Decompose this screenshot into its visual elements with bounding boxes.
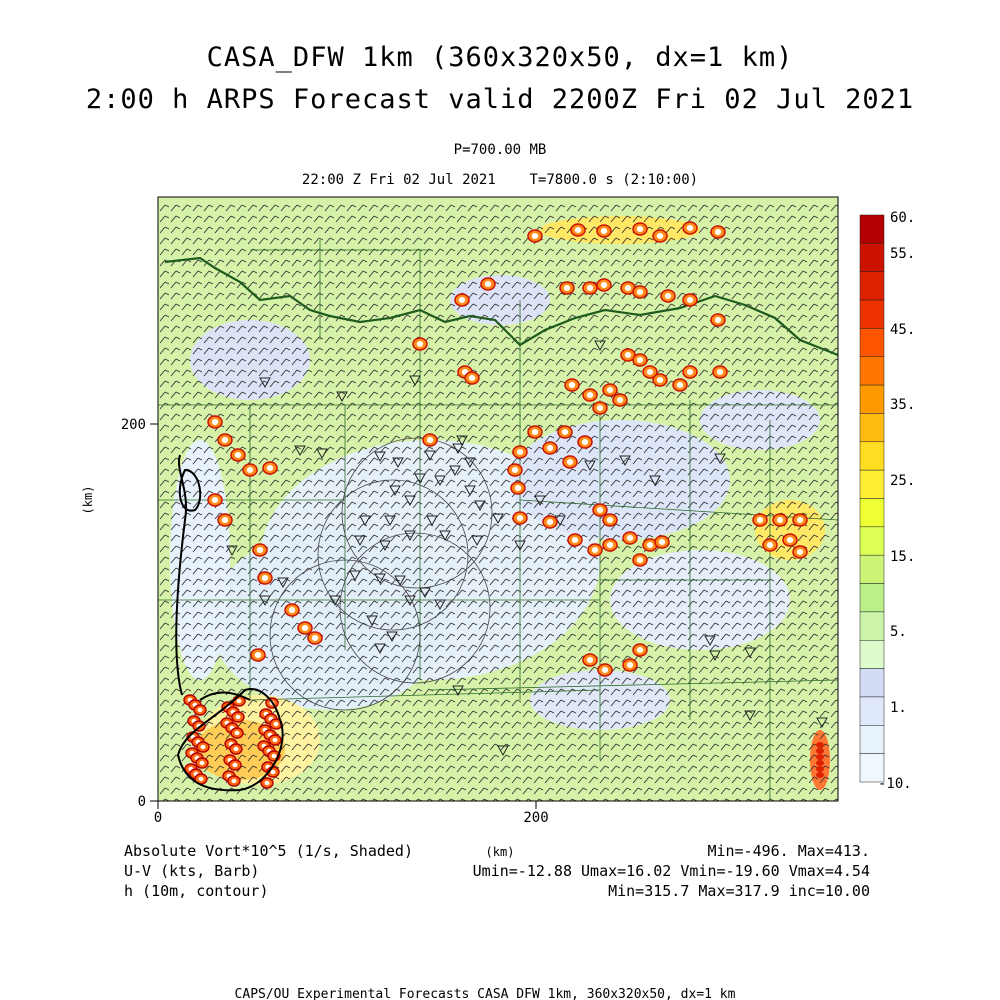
storm-cell bbox=[212, 419, 218, 425]
pressure-level: P=700.00 MB bbox=[453, 142, 547, 158]
storm-cell bbox=[517, 515, 523, 521]
colorbar-label: 45. bbox=[890, 322, 916, 338]
storm-cell bbox=[777, 517, 783, 523]
storm-cell bbox=[517, 449, 523, 455]
valid-time: 22:00 Z Fri 02 Jul 2021 T=7800.0 s (2:10:00) bbox=[301, 172, 699, 188]
y-axis bbox=[81, 417, 158, 810]
storm-cell bbox=[677, 382, 683, 388]
storm-cell bbox=[562, 429, 568, 435]
stats-vorticity: Min=-496. Max=413. bbox=[707, 842, 870, 860]
storm-cell bbox=[607, 517, 613, 523]
footer bbox=[124, 842, 870, 1000]
storm-cell bbox=[587, 392, 593, 398]
colorbar-swatch bbox=[860, 385, 884, 413]
stats-wind: Umin=-12.88 Umax=16.02 Vmin=-19.60 Vmax=4.54 bbox=[472, 862, 870, 880]
storm-cell bbox=[637, 289, 643, 295]
chart-title: CASA_DFW 1km (360x320x50, dx=1 km) bbox=[206, 42, 794, 73]
storm-cell bbox=[532, 233, 538, 239]
colorbar-swatch bbox=[860, 640, 884, 668]
storm-cell bbox=[715, 317, 721, 323]
storm-cell bbox=[459, 297, 465, 303]
field-barb: U-V (kts, Barb) bbox=[124, 862, 260, 880]
storm-cell bbox=[625, 352, 631, 358]
storm-cell bbox=[427, 437, 433, 443]
storm-cell bbox=[222, 517, 228, 523]
storm-cell bbox=[547, 445, 553, 451]
storm-cell bbox=[569, 382, 575, 388]
storm-cell bbox=[485, 281, 491, 287]
colorbar-swatch bbox=[860, 215, 884, 243]
colorbar-label: 15. bbox=[890, 549, 916, 565]
storm-cell bbox=[687, 225, 693, 231]
colorbar-swatch bbox=[860, 470, 884, 498]
storm-cell bbox=[212, 497, 218, 503]
storm-cell bbox=[262, 575, 268, 581]
y-tick-label: 0 bbox=[137, 794, 146, 810]
storm-cell bbox=[417, 341, 423, 347]
storm-cell bbox=[469, 375, 475, 381]
colorbar-label: 5. bbox=[890, 624, 907, 640]
storm-cell bbox=[637, 557, 643, 563]
storm-cell bbox=[564, 285, 570, 291]
storm-cell bbox=[767, 542, 773, 548]
storm-cell bbox=[715, 229, 721, 235]
colorbar-swatch bbox=[860, 272, 884, 300]
storm-cell bbox=[657, 233, 663, 239]
storm-cell bbox=[602, 667, 608, 673]
vorticity-shading bbox=[158, 197, 838, 801]
stats-height: Min=315.7 Max=317.9 inc=10.00 bbox=[608, 882, 870, 900]
storm-cell bbox=[267, 465, 273, 471]
colorbar-swatch bbox=[860, 442, 884, 470]
storm-cell bbox=[592, 547, 598, 553]
colorbar-swatch bbox=[860, 527, 884, 555]
storm-cell bbox=[637, 357, 643, 363]
colorbar-label: 25. bbox=[890, 473, 916, 489]
storm-cell bbox=[687, 297, 693, 303]
storm-cell bbox=[665, 293, 671, 299]
colorbar-swatch bbox=[860, 697, 884, 725]
storm-cell bbox=[637, 226, 643, 232]
storm-cell bbox=[532, 429, 538, 435]
storm-cell bbox=[687, 369, 693, 375]
storm-cell bbox=[601, 228, 607, 234]
storm-cell bbox=[587, 657, 593, 663]
colorbar-swatch bbox=[860, 328, 884, 356]
storm-cell bbox=[235, 452, 241, 458]
colorbar-label: 35. bbox=[890, 397, 916, 413]
storm-cell bbox=[787, 537, 793, 543]
storm-cell bbox=[717, 369, 723, 375]
x-axis-label: (km) bbox=[485, 845, 515, 859]
storm-cell bbox=[627, 662, 633, 668]
storm-cell bbox=[797, 517, 803, 523]
storm-cell bbox=[222, 437, 228, 443]
storm-cell bbox=[647, 369, 653, 375]
colorbar-swatch bbox=[860, 669, 884, 697]
x-tick-label: 0 bbox=[153, 810, 163, 826]
colorbar-swatch bbox=[860, 612, 884, 640]
field-shaded: Absolute Vort*10^5 (1/s, Shaded) bbox=[124, 842, 413, 860]
storm-cell bbox=[547, 519, 553, 525]
storm-cell bbox=[515, 485, 521, 491]
storm-cell bbox=[587, 285, 593, 291]
x-tick-label: 200 bbox=[523, 810, 549, 826]
storm-cell bbox=[289, 607, 295, 613]
storm-cell bbox=[657, 377, 663, 383]
storm-cell bbox=[659, 539, 665, 545]
storm-cell bbox=[597, 405, 603, 411]
storm-cell bbox=[637, 647, 643, 653]
storm-cell bbox=[512, 467, 518, 473]
storm-cell bbox=[312, 635, 318, 641]
storm-cell bbox=[597, 507, 603, 513]
credit-line: CAPS/OU Experimental Forecasts CASA DFW 1km, 360x320x50, dx=1 km bbox=[234, 987, 736, 1000]
storm-cell bbox=[567, 459, 573, 465]
storm-cell bbox=[607, 387, 613, 393]
field-contour: h (10m, contour) bbox=[124, 882, 269, 900]
colorbar-swatch bbox=[860, 499, 884, 527]
storm-cell bbox=[302, 625, 308, 631]
colorbar-label: -10. bbox=[878, 776, 912, 792]
colorbar-label: 60. bbox=[890, 210, 916, 226]
storm-cell bbox=[582, 439, 588, 445]
storm-cell bbox=[625, 285, 631, 291]
storm-cell bbox=[247, 467, 253, 473]
storm-cell bbox=[572, 537, 578, 543]
storm-cell bbox=[607, 542, 613, 548]
storm-cell bbox=[601, 282, 607, 288]
colorbar-swatch bbox=[860, 725, 884, 753]
colorbar-swatch bbox=[860, 555, 884, 583]
storm-cell bbox=[647, 542, 653, 548]
storm-cell bbox=[797, 549, 803, 555]
colorbar-swatch bbox=[860, 357, 884, 385]
colorbar-label: 55. bbox=[890, 246, 916, 262]
storm-cell bbox=[255, 652, 261, 658]
storm-cell bbox=[627, 535, 633, 541]
chart-subtitle: 2:00 h ARPS Forecast valid 2200Z Fri 02 Jul 2021 bbox=[85, 84, 915, 115]
storm-cell bbox=[757, 517, 763, 523]
colorbar-swatch bbox=[860, 584, 884, 612]
colorbar-label: 1. bbox=[890, 700, 907, 716]
colorbar-swatch bbox=[860, 413, 884, 441]
storm-cell bbox=[617, 397, 623, 403]
y-axis-label: (km) bbox=[81, 485, 95, 515]
colorbar-swatch bbox=[860, 300, 884, 328]
colorbar bbox=[860, 215, 884, 782]
storm-cell bbox=[575, 227, 581, 233]
storm-cell bbox=[257, 547, 263, 553]
colorbar-swatch bbox=[860, 243, 884, 271]
y-tick-label: 200 bbox=[120, 417, 146, 433]
